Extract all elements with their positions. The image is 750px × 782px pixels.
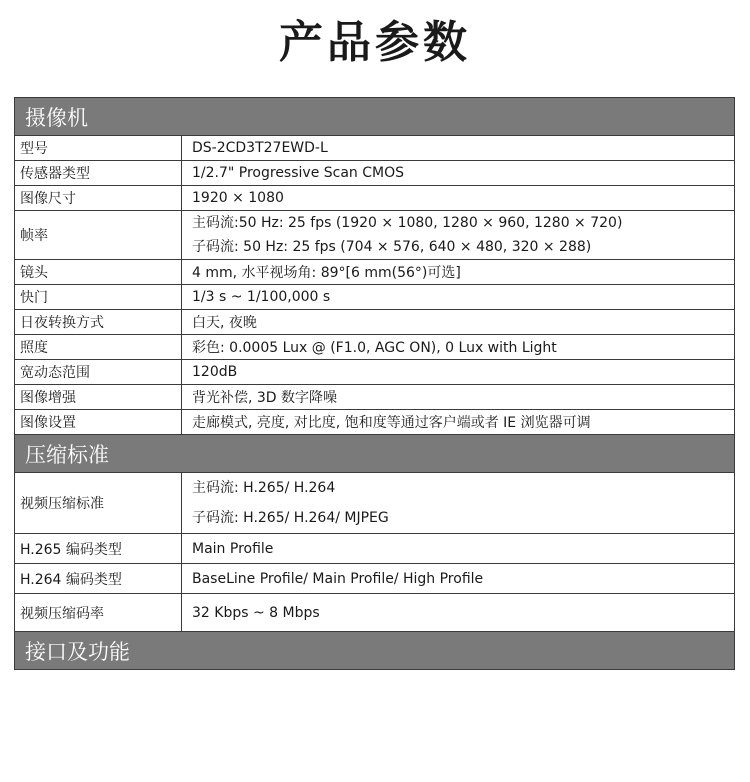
table-row	[15, 594, 735, 632]
row-label: 视频压缩标准	[15, 473, 182, 534]
table-row	[15, 260, 735, 285]
table-row	[15, 410, 735, 435]
row-value: 4 mm, 水平视场角: 89°[6 mm(56°)可选]	[182, 260, 735, 285]
row-value-line: 主码流:50 Hz: 25 fps (1920 × 1080, 1280 × 960, 1280 × 720)	[192, 215, 623, 231]
row-label: 型号	[15, 136, 182, 161]
section-title: 摄像机	[15, 98, 735, 136]
spec-table	[14, 97, 735, 670]
row-value: 走廊模式, 亮度, 对比度, 饱和度等通过客户端或者 IE 浏览器可调	[182, 410, 735, 435]
table-row	[15, 186, 735, 211]
row-value	[182, 211, 735, 260]
row-value	[182, 473, 735, 534]
row-value: BaseLine Profile/ Main Profile/ High Profile	[182, 564, 735, 594]
table-row	[15, 211, 735, 260]
table-row	[15, 310, 735, 335]
row-label: H.264 编码类型	[15, 564, 182, 594]
row-label: 镜头	[15, 260, 182, 285]
table-row	[15, 161, 735, 186]
row-value: 1/3 s ~ 1/100,000 s	[182, 285, 735, 310]
row-value-line: 主码流: H.265/ H.264	[192, 480, 336, 496]
table-row	[15, 285, 735, 310]
section-header-compression	[15, 435, 735, 473]
row-value-line: 子码流: 50 Hz: 25 fps (704 × 576, 640 × 480, 320 × 288)	[192, 239, 592, 255]
row-label: 日夜转换方式	[15, 310, 182, 335]
section-header-interface	[15, 632, 735, 670]
row-value: Main Profile	[182, 534, 735, 564]
table-row	[15, 136, 735, 161]
row-label: 视频压缩码率	[15, 594, 182, 632]
section-title: 接口及功能	[15, 632, 735, 670]
table-row	[15, 564, 735, 594]
row-value: 1920 × 1080	[182, 186, 735, 211]
row-value: 彩色: 0.0005 Lux @ (F1.0, AGC ON), 0 Lux with Light	[182, 335, 735, 360]
row-label: H.265 编码类型	[15, 534, 182, 564]
row-label: 图像增强	[15, 385, 182, 410]
row-value: 白天, 夜晚	[182, 310, 735, 335]
row-value: 32 Kbps ~ 8 Mbps	[182, 594, 735, 632]
row-value: 120dB	[182, 360, 735, 385]
row-value: 1/2.7" Progressive Scan CMOS	[182, 161, 735, 186]
table-row	[15, 360, 735, 385]
row-value-line: 子码流: H.265/ H.264/ MJPEG	[192, 510, 389, 526]
page-title: 产品参数	[279, 17, 471, 68]
row-value: DS-2CD3T27EWD-L	[182, 136, 735, 161]
table-row	[15, 534, 735, 564]
table-row	[15, 335, 735, 360]
row-label: 传感器类型	[15, 161, 182, 186]
row-label: 照度	[15, 335, 182, 360]
row-label: 帧率	[15, 211, 182, 260]
section-title: 压缩标准	[15, 435, 735, 473]
row-label: 图像设置	[15, 410, 182, 435]
row-value: 背光补偿, 3D 数字降噪	[182, 385, 735, 410]
table-row	[15, 473, 735, 534]
row-label: 快门	[15, 285, 182, 310]
table-row	[15, 385, 735, 410]
row-label: 宽动态范围	[15, 360, 182, 385]
section-header-camera	[15, 98, 735, 136]
row-label: 图像尺寸	[15, 186, 182, 211]
